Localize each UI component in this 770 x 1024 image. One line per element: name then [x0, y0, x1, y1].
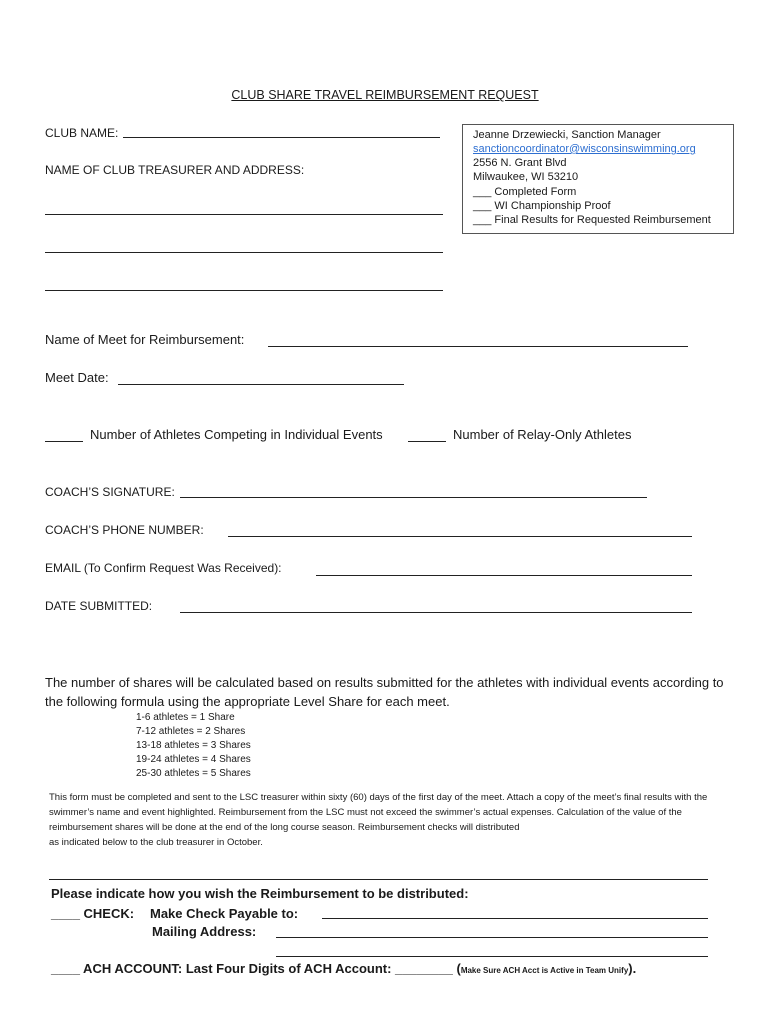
share-tier: 13-18 athletes = 3 Shares [136, 740, 251, 751]
contact-city: Milwaukee, WI 53210 [473, 171, 579, 183]
meet-name-field[interactable] [268, 346, 688, 347]
checklist-item: ___ Final Results for Requested Reimbursement [473, 214, 711, 226]
individual-count-field[interactable] [45, 441, 83, 442]
ach-close: ). [628, 961, 637, 976]
email-label: EMAIL (To Confirm Request Was Received): [45, 561, 282, 575]
contact-email-link[interactable]: sanctioncoordinator@wisconsinswimming.org [473, 143, 696, 155]
individual-athletes-label: Number of Athletes Competing in Individual Events [90, 427, 383, 442]
meet-date-field[interactable] [118, 384, 404, 385]
share-tier: 1-6 athletes = 1 Share [136, 712, 235, 723]
check-option-label[interactable]: ____ CHECK: [51, 906, 135, 921]
payment-heading: Please indicate how you wish the Reimbursement to be distributed: [51, 886, 469, 901]
coach-signature-field[interactable] [180, 497, 647, 498]
coach-phone-field[interactable] [228, 536, 692, 537]
mailing-address-label: Mailing Address: [152, 924, 257, 939]
treasurer-line-3[interactable] [45, 290, 443, 291]
treasurer-line-1[interactable] [45, 214, 443, 215]
share-tier: 25-30 athletes = 5 Shares [136, 768, 251, 779]
club-name-field[interactable] [123, 137, 440, 138]
ach-option [51, 961, 636, 976]
mailing-address-field-1[interactable] [276, 937, 708, 938]
payable-to-label: Make Check Payable to: [150, 906, 299, 921]
treasurer-label: NAME OF CLUB TREASURER AND ADDRESS: [45, 163, 305, 177]
ach-note: Make Sure ACH Acct is Active in Team Unify [460, 966, 629, 975]
relay-athletes-label: Number of Relay-Only Athletes [453, 427, 632, 442]
mailing-address-field-2[interactable] [276, 956, 708, 957]
share-tier: 19-24 athletes = 4 Shares [136, 754, 251, 765]
contact-street: 2556 N. Grant Blvd [473, 157, 567, 169]
section-divider [49, 879, 708, 880]
email-field[interactable] [316, 575, 692, 576]
contact-name: Jeanne Drzewiecki, Sanction Manager [473, 129, 661, 141]
form-title: CLUB SHARE TRAVEL REIMBURSEMENT REQUEST [231, 88, 539, 102]
date-submitted-field[interactable] [180, 612, 692, 613]
treasurer-line-2[interactable] [45, 252, 443, 253]
share-tier: 7-12 athletes = 2 Shares [136, 726, 246, 737]
submission-notice-end: as indicated below to the club treasurer in October. [49, 837, 263, 848]
meet-date-label: Meet Date: [45, 370, 109, 385]
checklist-item: ___ Completed Form [473, 186, 577, 198]
checklist-item: ___ WI Championship Proof [473, 200, 611, 212]
meet-name-label: Name of Meet for Reimbursement: [45, 332, 245, 347]
date-submitted-label: DATE SUBMITTED: [45, 599, 153, 613]
payable-to-field[interactable] [322, 918, 708, 919]
ach-option-label[interactable]: ____ ACH ACCOUNT: Last Four Digits of ACH Account: ________ ( [51, 961, 461, 976]
coach-signature-label: COACH’S SIGNATURE: [45, 485, 175, 499]
contact-box [462, 124, 734, 234]
submission-notice: This form must be completed and sent to the LSC treasurer within sixty (60) days of the first day of the meet. Attach a copy of the meet’s final results with the swimmer’s name and event highlighted. Reimbursement from the LSC must not exceed the swimmer’s actual expenses. Calculation of the value of the reimbursement shares will be done at the end of the long course season. Reimbursement checks will distributed [49, 792, 708, 833]
coach-phone-label: COACH’S PHONE NUMBER: [45, 523, 204, 537]
relay-count-field[interactable] [408, 441, 446, 442]
shares-intro: The number of shares will be calculated based on results submitted for the athletes with individual events according to the following formula using the appropriate Level Share for each meet. [45, 675, 724, 709]
club-name-label: CLUB NAME: [45, 126, 119, 140]
